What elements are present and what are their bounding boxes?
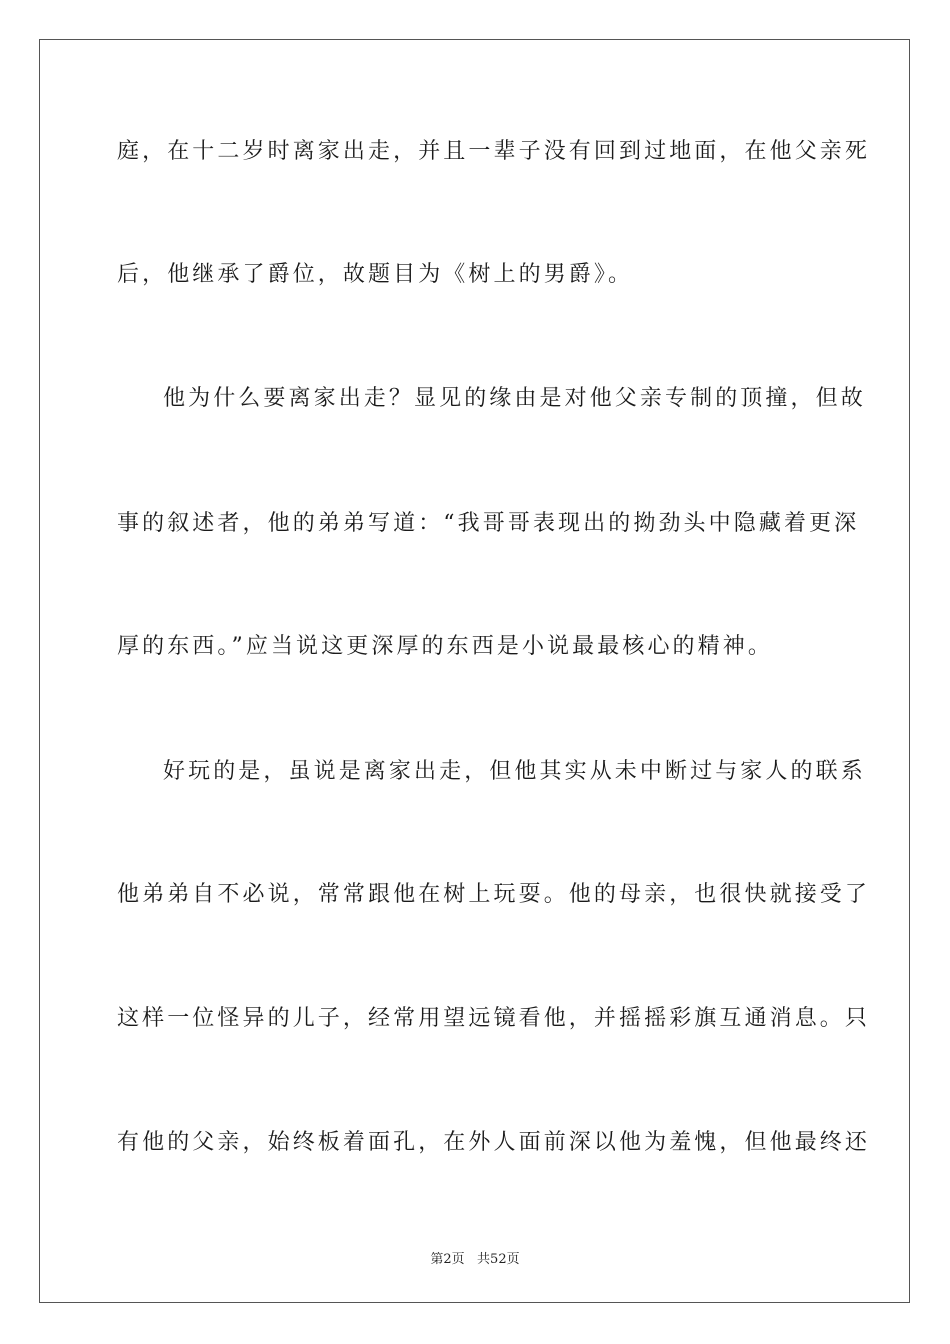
paragraph-2-line-1: 他为什么要离家出走？显见的缘由是对他父亲专制的顶撞，但故 — [163, 386, 866, 411]
paragraph-3-line-3: 这样一位怪异的儿子，经常用望远镜看他，并摇摇彩旗互通消息。只 — [117, 1006, 871, 1031]
paragraph-3-line-1: 好玩的是，虽说是离家出走，但他其实从未中断过与家人的联系 — [163, 759, 866, 784]
paragraph-1-line-2: 后，他继承了爵位，故题目为《树上的男爵》。 — [117, 262, 634, 287]
page-number-footer: 第2页 共52页 — [430, 1252, 520, 1267]
page-border — [39, 39, 910, 1303]
paragraph-2-line-2: 事的叙述者，他的弟弟写道：“我哥哥表现出的拗劲头中隐藏着更深 — [117, 511, 860, 536]
paragraph-3-line-4: 有他的父亲，始终板着面孔，在外人面前深以他为羞愧，但他最终还 — [117, 1130, 871, 1155]
paragraph-3-line-2: 他弟弟自不必说，常常跟他在树上玩耍。他的母亲，也很快就接受了 — [117, 882, 871, 907]
paragraph-1-line-1: 庭，在十二岁时离家出走，并且一辈子没有回到过地面，在他父亲死 — [117, 139, 871, 164]
paragraph-2-line-3: 厚的东西。”应当说这更深厚的东西是小说最最核心的精神。 — [117, 634, 773, 659]
